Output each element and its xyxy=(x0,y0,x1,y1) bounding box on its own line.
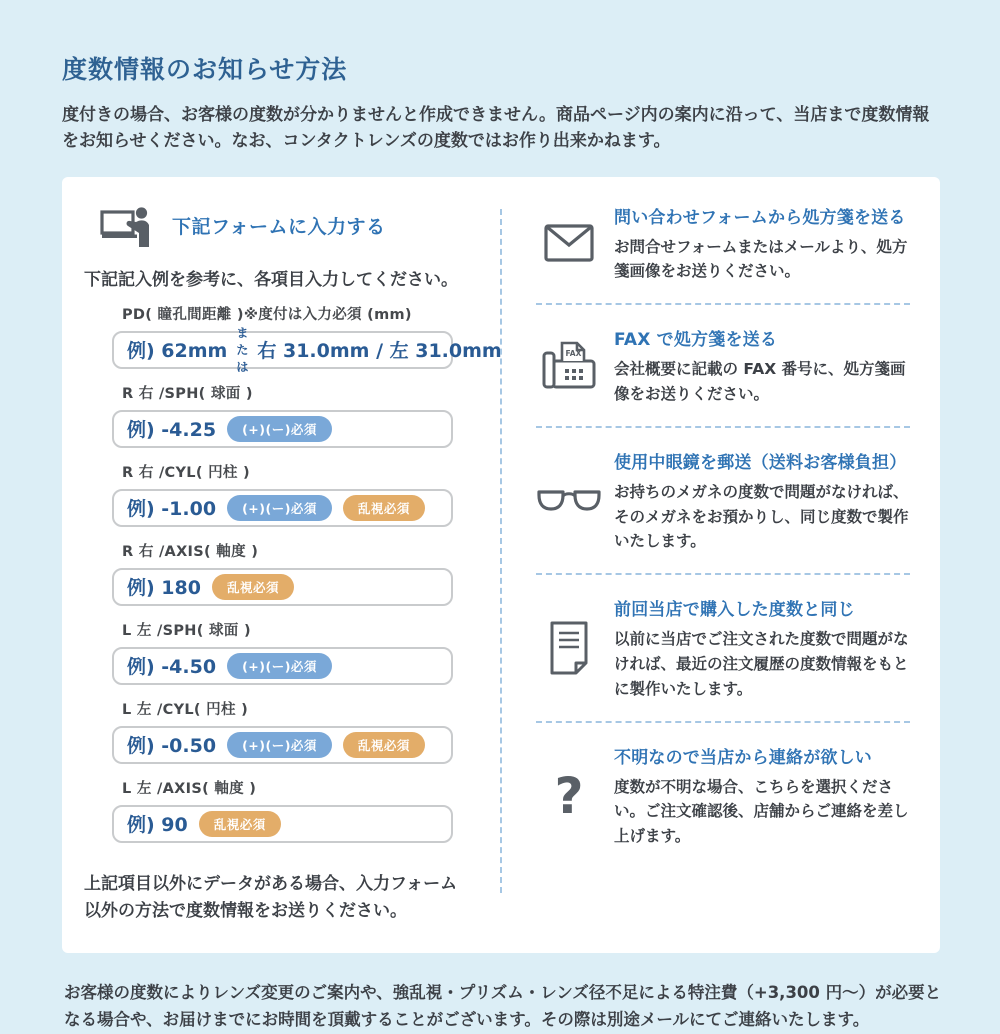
form-instruction: 下記記入例を参考に、各項目入力してください。 xyxy=(84,269,458,290)
method-unknown-contact xyxy=(536,743,910,849)
field-label: R 右 /CYL( 円柱 ) xyxy=(122,464,250,481)
field-example-box xyxy=(112,647,453,685)
example-value: 例) -4.50 xyxy=(127,656,217,679)
field-label: R 右 /SPH( 球面 ) xyxy=(122,385,253,402)
badge-plus-minus-required: (+)(ー)必須 xyxy=(227,495,332,521)
method-fax xyxy=(536,325,910,407)
field-label: PD( 瞳孔間距離 )※度付は入力必須 (mm) xyxy=(122,306,412,323)
example-value: 例) 90 xyxy=(127,814,188,837)
question-icon: ? xyxy=(554,766,584,825)
field-example-box xyxy=(112,410,453,448)
badge-astigmatism-required: 乱視必須 xyxy=(212,574,294,600)
method-body: お持ちのメガネの度数で問題がなければ、そのメガネをお預かりし、同じ度数で製作いたします。 xyxy=(614,482,909,551)
field-example-box xyxy=(112,568,453,606)
intro-text: 度付きの場合、お客様の度数が分かりませんと作成できません。商品ページ内の案内に沿って、当店まで度数情報をお知らせください。なお、コンタクトレンズの度数ではお作り出来かねます。 xyxy=(62,105,930,152)
field-pd xyxy=(112,303,502,375)
method-heading: 不明なので当店から連絡が欲しい xyxy=(614,747,872,768)
svg-text:FAX: FAX xyxy=(565,349,582,359)
field-label: L 左 /SPH( 球面 ) xyxy=(122,622,251,639)
field-l-cyl xyxy=(112,698,453,764)
field-r-cyl xyxy=(112,461,453,527)
form-panel-note: 上記項目以外にデータがある場合、入力フォーム以外の方法で度数情報をお送りください。 xyxy=(84,873,458,921)
method-heading: 前回当店で購入した度数と同じ xyxy=(614,600,855,621)
method-body: 会社概要に記載の FAX 番号に、処方箋画像をお送りください。 xyxy=(614,360,906,404)
document-icon xyxy=(536,621,602,675)
method-heading: 問い合わせフォームから処方箋を送る xyxy=(614,207,906,228)
page-title: 度数情報のお知らせ方法 xyxy=(62,55,348,84)
footer-note: お客様の度数によりレンズ変更のご案内や、強乱視・プリズム・レンズ径不足による特注費（+3,300 円〜）が必要となる場合や、お届けまでにお時間を頂戴することがございます。その際は別途メールにてご連絡いたします。 xyxy=(64,983,942,1030)
field-l-axis xyxy=(112,777,453,843)
field-label: R 右 /AXIS( 軸度 ) xyxy=(122,543,259,560)
form-panel-header xyxy=(100,205,500,247)
badge-plus-minus-required: (+)(ー)必須 xyxy=(227,653,332,679)
method-heading: 使用中眼鏡を郵送（送料お客様負担） xyxy=(614,452,907,473)
example-connector: または xyxy=(236,326,249,375)
example-value: 例) -0.50 xyxy=(127,735,217,758)
badge-plus-minus-required: (+)(ー)必須 xyxy=(227,416,332,442)
example-value: 例) -4.25 xyxy=(127,419,217,442)
section-divider xyxy=(536,426,910,428)
field-label: L 左 /CYL( 円柱 ) xyxy=(122,701,249,718)
methods-panel xyxy=(502,177,940,925)
field-label: L 左 /AXIS( 軸度 ) xyxy=(122,780,257,797)
field-r-axis xyxy=(112,540,453,606)
example-value: 例) -1.00 xyxy=(127,498,217,521)
method-previous-order xyxy=(536,595,910,701)
section-divider xyxy=(536,303,910,305)
glasses-icon xyxy=(536,487,602,515)
example-value: 例) 180 xyxy=(127,577,201,600)
badge-astigmatism-required: 乱視必須 xyxy=(343,495,425,521)
field-example-box xyxy=(112,489,453,527)
method-contact-form xyxy=(536,203,910,285)
badge-astigmatism-required: 乱視必須 xyxy=(343,732,425,758)
info-card xyxy=(62,177,940,953)
envelope-icon xyxy=(536,224,602,262)
badge-astigmatism-required: 乱視必須 xyxy=(199,811,281,837)
field-example-box xyxy=(112,726,453,764)
method-body: お問合せフォームまたはメールより、処方箋画像をお送りください。 xyxy=(614,237,908,281)
section-divider xyxy=(536,721,910,723)
example-value-2: 右 31.0mm / 左 31.0mm xyxy=(257,340,502,363)
form-panel-heading: 下記フォームに入力する xyxy=(172,216,386,239)
field-example-box xyxy=(112,805,453,843)
presenter-monitor-icon xyxy=(100,205,152,247)
form-fields xyxy=(112,303,502,843)
example-value: 例) 62mm xyxy=(127,340,228,363)
field-r-sph xyxy=(112,382,453,448)
method-heading: FAX で処方箋を送る xyxy=(614,330,778,351)
method-body: 以前に当店でご注文された度数で問題がなければ、最近の注文履歴の度数情報をもとに製作いたします。 xyxy=(614,630,909,698)
method-body: 度数が不明な場合、こちらを選択ください。ご注文確認後、店舗からご連絡を差し上げます。 xyxy=(614,777,909,846)
badge-plus-minus-required: (+)(ー)必須 xyxy=(227,732,332,758)
section-divider xyxy=(536,573,910,575)
field-example-box xyxy=(112,326,502,375)
method-mail-glasses xyxy=(536,448,910,554)
fax-icon xyxy=(536,337,602,395)
field-l-sph xyxy=(112,619,453,685)
form-panel xyxy=(62,177,500,925)
